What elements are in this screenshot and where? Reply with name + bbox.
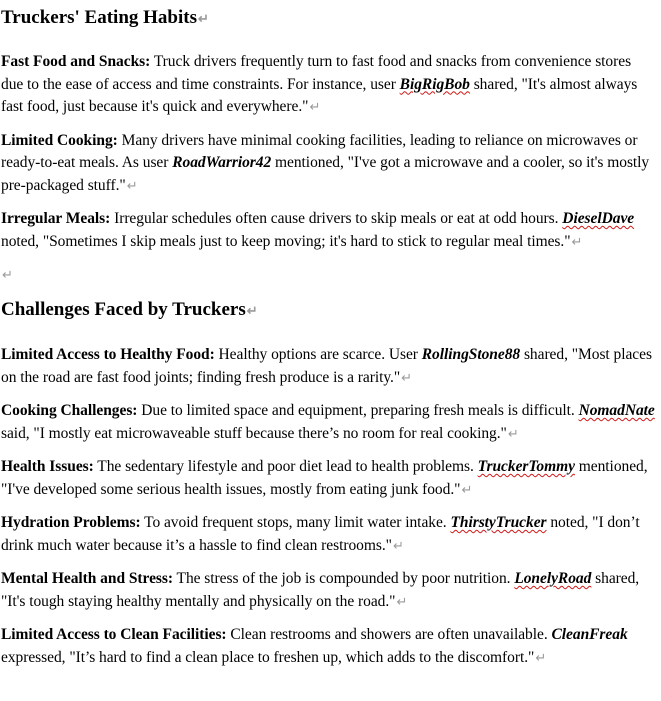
paragraph-mark-icon: ↵ — [392, 537, 404, 553]
paragraph-mark-icon: ↵ — [198, 11, 209, 26]
paragraph-mark-icon: ↵ — [461, 481, 473, 497]
username: TruckerTommy — [477, 458, 575, 475]
paragraph-fast-food[interactable] — [1, 51, 661, 119]
paragraph-hydration[interactable] — [1, 512, 661, 557]
username: RollingStone88 — [421, 346, 521, 363]
username: RoadWarrior42 — [172, 154, 272, 171]
paragraph-quote: shared, "It's almost always fast food, just because it's quick and everywhere." — [1, 75, 638, 115]
paragraph-quote: mentioned, "I've got a microwave and a cooler, so it's mostly pre-packaged stuff." — [1, 154, 650, 194]
paragraph-quote: noted, "Sometimes I skip meals just to keep moving; it's hard to stick to regular meal times." — [1, 232, 571, 250]
paragraph-text: Due to limited space and equipment, preparing fresh meals is difficult. — [141, 402, 575, 419]
paragraph-irregular-meals[interactable] — [1, 208, 661, 253]
paragraph-text: The stress of the job is compounded by poor nutrition. — [176, 570, 511, 587]
paragraph-label: Cooking Challenges: — [1, 402, 138, 419]
paragraph-quote: mentioned, "I've developed some serious health issues, mostly from eating junk food." — [1, 458, 648, 498]
paragraph-text: To avoid frequent stops, many limit water intake. — [144, 514, 447, 531]
paragraph-text: Truck drivers frequently turn to fast food and snacks from convenience stores due to the ease of access and time constraints. For instance, user — [1, 53, 632, 93]
username: LonelyRoad — [514, 570, 592, 587]
paragraph-quote: noted, "I don’t drink much water because it’s a hassle to find clean restrooms." — [1, 514, 640, 554]
paragraph-mark-icon: ↵ — [309, 99, 321, 114]
paragraph-text: Many drivers have minimal cooking facilities, leading to reliance on microwaves or ready-to-eat meals. As user — [1, 131, 638, 171]
paragraph-text: Irregular schedules often cause drivers to skip meals or eat at odd hours. — [114, 210, 559, 227]
paragraph-mark-icon: ↵ — [246, 303, 258, 318]
paragraph-label: Irregular Meals: — [1, 210, 111, 227]
paragraph-cooking-challenges[interactable] — [1, 400, 661, 445]
paragraph-mark-icon: ↵ — [535, 649, 547, 665]
heading-challenges[interactable]: Challenges Faced by Truckers↵ — [1, 299, 258, 320]
username: NomadNate — [578, 402, 655, 419]
paragraph-label: Fast Food and Snacks: — [1, 53, 151, 70]
paragraph-clean-facilities[interactable] — [1, 624, 661, 669]
username: DieselDave — [562, 210, 635, 227]
paragraph-mark-icon: ↵ — [507, 425, 519, 441]
username: BigRigBob — [399, 75, 470, 93]
paragraph-quote: expressed, "It’s hard to find a clean place to freshen up, which adds to the discomfort." — [1, 648, 535, 666]
paragraph-text: The sedentary lifestyle and poor diet lead to health problems. — [97, 458, 474, 475]
username: CleanFreak — [551, 626, 628, 643]
paragraph-mark-icon: ↵ — [571, 233, 583, 249]
paragraph-quote: shared, "It's tough staying healthy mentally and physically on the road." — [1, 570, 640, 610]
paragraph-mark-icon: ↵ — [396, 593, 408, 609]
username: ThirstyTrucker — [450, 514, 547, 531]
paragraph-label: Hydration Problems: — [1, 514, 141, 531]
paragraph-limited-cooking[interactable] — [1, 130, 661, 198]
paragraph-label: Limited Cooking: — [1, 131, 118, 149]
paragraph-quote: said, "I mostly eat microwaveable stuff because there’s no room for real cooking." — [1, 424, 507, 442]
paragraph-health-issues[interactable] — [1, 456, 661, 501]
paragraph-quote: shared, "Most places on the road are fast food joints; finding fresh produce is a rarity." — [1, 346, 652, 386]
paragraph-label: Limited Access to Healthy Food: — [1, 346, 215, 363]
heading-truckers-eating-habits[interactable]: Truckers' Eating Habits↵ — [1, 7, 209, 28]
paragraph-label: Mental Health and Stress: — [1, 570, 173, 587]
paragraph-label: Health Issues: — [1, 458, 94, 475]
paragraph-mark-icon: ↵ — [126, 177, 138, 193]
paragraph-healthy-food[interactable] — [1, 344, 661, 389]
paragraph-label: Limited Access to Clean Facilities: — [1, 626, 227, 643]
paragraph-mark-icon: ↵ — [2, 267, 13, 282]
paragraph-text: Healthy options are scarce. User — [218, 346, 418, 363]
paragraph-text: Clean restrooms and showers are often unavailable. — [230, 626, 548, 643]
paragraph-mental-health[interactable] — [1, 568, 661, 613]
paragraph-mark-icon: ↵ — [401, 369, 413, 385]
empty-paragraph[interactable] — [1, 264, 661, 286]
